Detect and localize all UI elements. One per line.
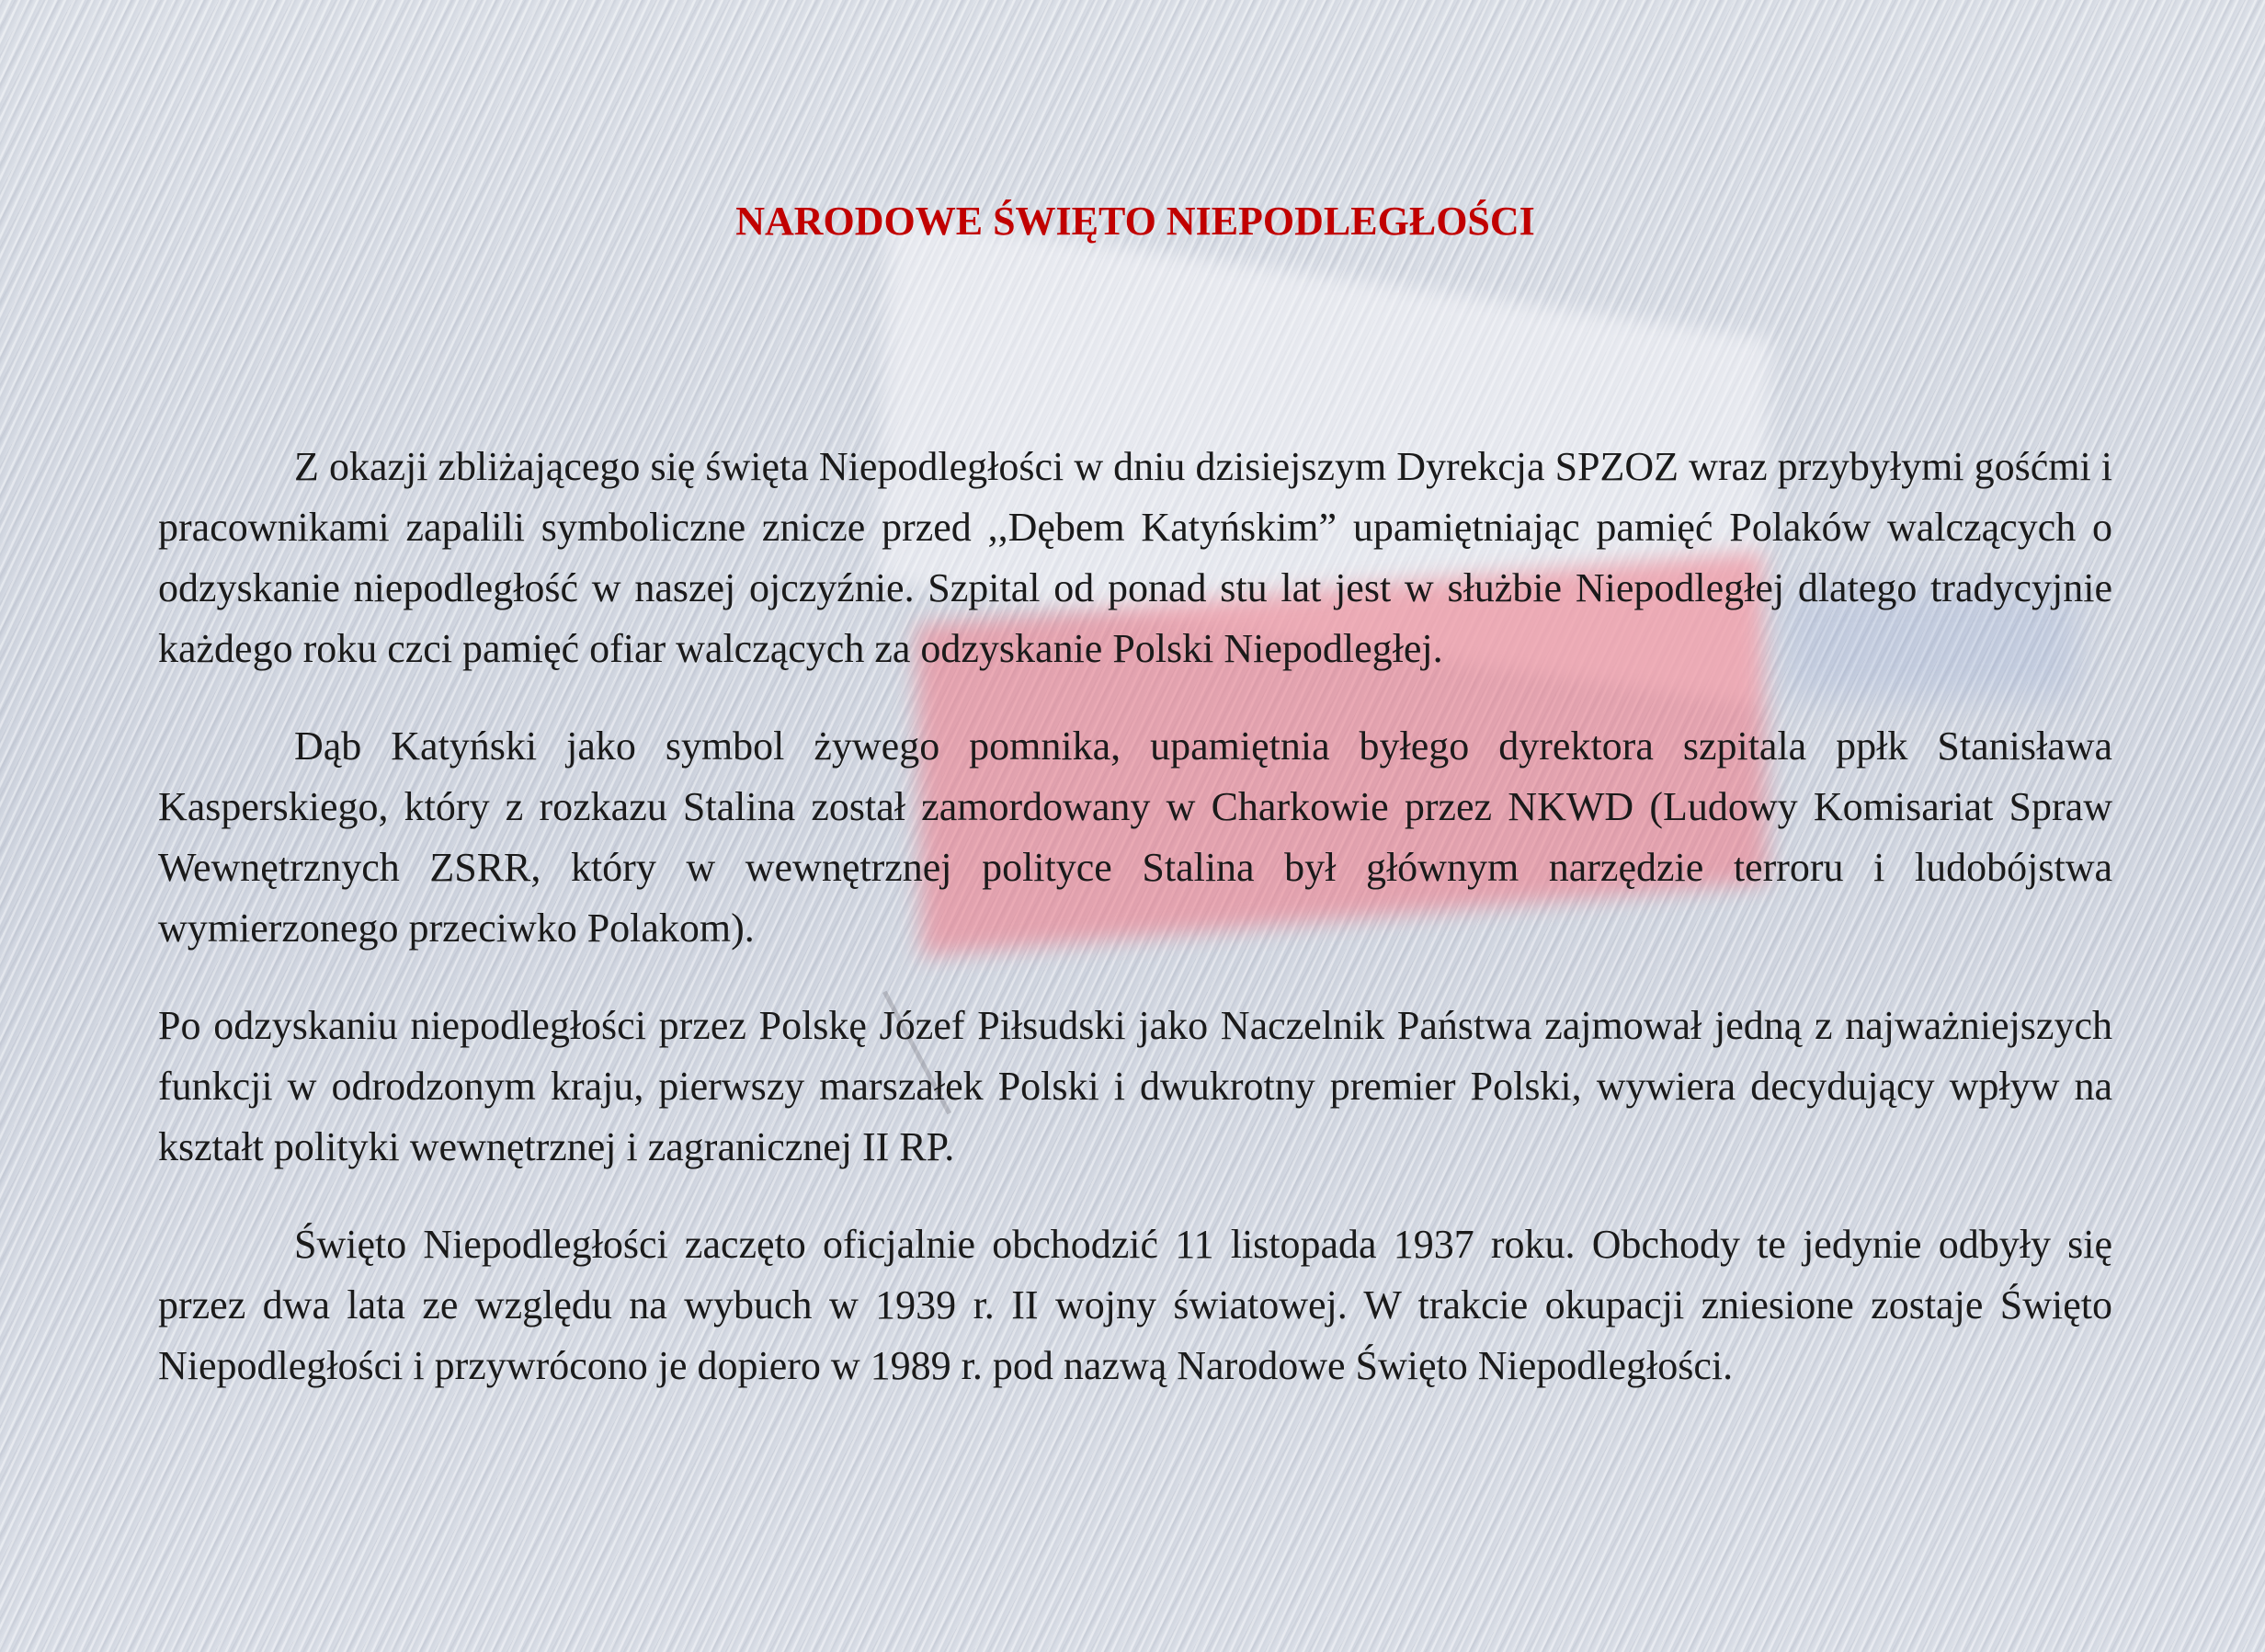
document-body [158, 198, 2112, 1396]
paragraph-katyn-oak: Dąb Katyński jako symbol żywego pomnika, upamiętnia byłego dyrektora szpitala ppłk Stanisława Kasperskiego, który z rozkazu Stalina został zamordowany w Charkowie przez NKWD (Ludowy Komisariat Spraw Wewnętrznych ZSRR, który w wewnętrznej polityce Stalina był głównym narzędzie terroru i ludobójstwa wymierzonego przeciwko Polakom). [158, 723, 2112, 951]
paragraph-holiday-history: Święto Niepodległości zaczęto oficjalnie obchodzić 11 listopada 1937 roku. Obchody te jedynie odbyły się przez dwa lata ze względu na wybuch w 1939 r. II wojny światowej. W trakcie okupacji zniesione zostaje Święto Niepodległości i przywrócono je dopiero w 1989 r. pod nazwą Narodowe Święto Niepodległości. [158, 1221, 2112, 1388]
paragraph-pilsudski: Po odzyskaniu niepodległości przez Polskę Józef Piłsudski jako Naczelnik Państwa zajmował jedną z najważniejszych funkcji w odrodzonym kraju, pierwszy marszałek Polski i dwukrotny premier Polski, wywiera decydujący wpływ na kształt polityki wewnętrznej i zagranicznej II RP. [158, 1002, 2112, 1169]
paragraph-ceremony: Z okazji zbliżającego się święta Niepodległości w dniu dzisiejszym Dyrekcja SPZOZ wraz przybyłymi gośćmi i pracownikami zapalili symboliczne znicze przed ,,Dębem Katyńskim” upamiętniając pamięć Polaków walczących o odzyskanie niepodległość w naszej ojczyźnie. Szpital od ponad stu lat jest w służbie Niepodległej dlatego tradycyjnie każdego roku czci pamięć ofiar walczących za odzyskanie Polski Niepodległej. [158, 443, 2112, 671]
document-title: NARODOWE ŚWIĘTO NIEPODLEGŁOŚCI [735, 199, 1535, 244]
